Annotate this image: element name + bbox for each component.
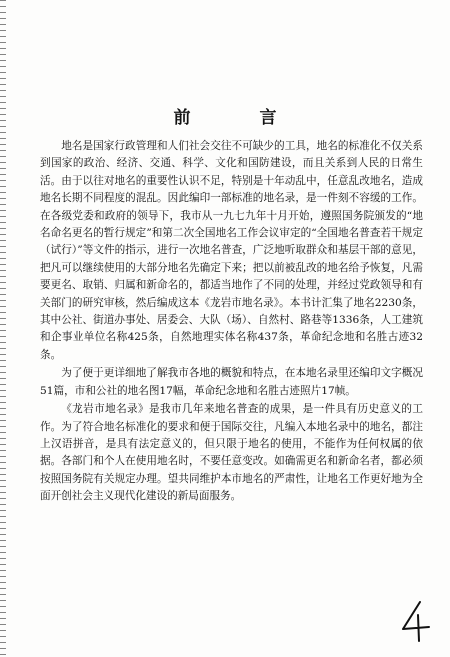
binding-edge — [0, 0, 6, 657]
paragraph-1: 地名是国家行政管理和人们社会交往不可缺少的工具，地名的标准化不仅关系到国家的政治、经济、交通、科学、文化和国防建设，而且关系到人民的日常生活。由于以往对地名的重要性认识不足，特别是十年动乱中，任意乱改地名，造成地名长期不同程度的混乱。因此编印一部标准的地名录，是一件刻不容缓的工作。在各级党委和政府的领导下，我市从一九七九年十月开始，遵照国务院颁发的“地名命名更名的暂行规定”和第二次全国地名工作会议审定的“全国地名普查若干规定（试行）”等文件的指示，进行一次地名普查，广泛地听取群众和基层干部的意见，把凡可以继续使用的大部分地名先确定下来；把以前被乱改的地名给予恢复，凡需要更名、取销、归属和新命名的，都适当地作了不同的处理，并经过党政领导和有关部门的研究审核，然后编成这本《龙岩市地名录》。本书计汇集了地名2230条，其中公社、街道办事处、居委会、大队（场）、自然村、路巷等1336条，人工建筑和企事业单位名称425条，自然地理实体名称437条，革命纪念地和名胜古迹32条。 — [40, 140, 423, 361]
page-title: 前 言 — [173, 108, 303, 128]
handwritten-page-number — [398, 599, 432, 643]
paragraph-2: 为了便于更详细地了解我市各地的概貌和特点，在本地名录里还编印文字概况51篇，市和公社的地名图17幅，革命纪念地和名胜古迹照片17帧。 — [40, 367, 423, 397]
paragraph-3: 《龙岩市地名录》是我市几年来地名普查的成果，是一件具有历史意义的工作。为了符合地名标准化的要求和便于国际交往，凡编入本地名录中的地名，都注上汉语拼音，是具有法定意义的，但只限于地名的使用，不能作为任何权属的依据。各部门和个人在使用地名时，不要任意变改。如确需更名和新命名者，都必须按照国务院有关规定办理。望共同维护本市地名的严肃性，让地名工作更好地为全面开创社会主义现代化建设的新局面服务。 — [40, 403, 423, 503]
preface-body — [40, 138, 423, 507]
